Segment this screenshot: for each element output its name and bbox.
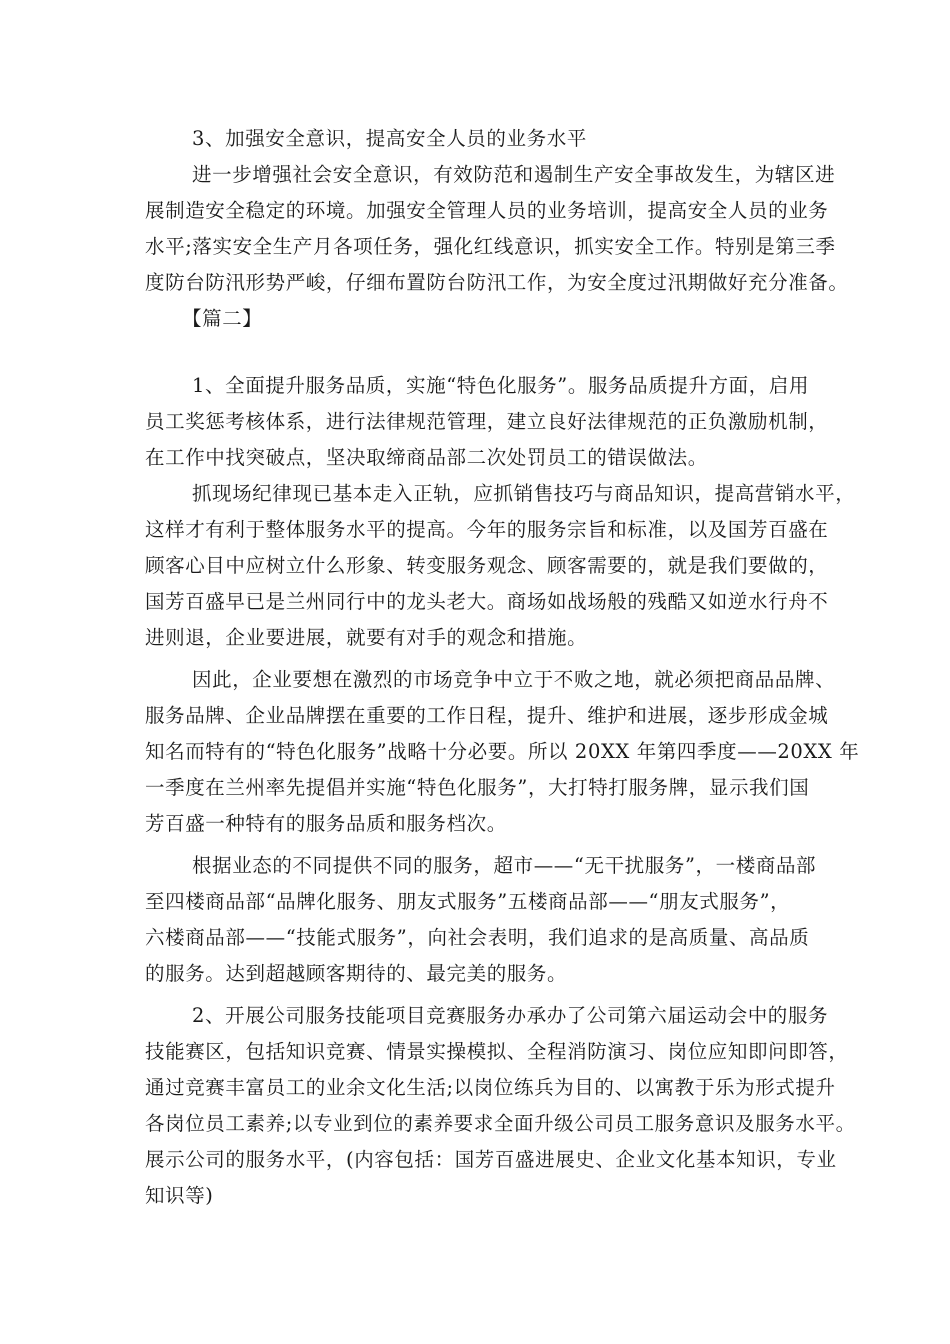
text-line: 在工作中找突破点，坚决取缔商品部二次处罚员工的错误做法。: [145, 446, 708, 469]
text-line: 顾客心目中应树立什么形象、转变服务观念、顾客需要的，就是我们要做的，: [145, 554, 829, 577]
text-line: 度防台防汛形势严峻，仔细布置防台防汛工作，为安全度过汛期做好充分准备。: [145, 271, 849, 294]
text-line: 2、开展公司服务技能项目竞赛服务办承办了公司第六届运动会中的服务: [192, 1004, 829, 1027]
text-line: 知识等): [145, 1184, 214, 1207]
text-line: 水平;落实安全生产月各项任务，强化红线意识，抓实安全工作。特别是第三季: [145, 235, 836, 258]
text-line: 一季度在兰州率先提倡并实施“特色化服务”，大打特打服务牌，显示我们国: [145, 776, 810, 799]
heading-section-3: 3、加强安全意识，提高安全人员的业务水平: [192, 127, 587, 150]
text-line: 抓现场纪律现已基本走入正轨，应抓销售技巧与商品知识，提高营销水平，: [192, 482, 856, 505]
text-line: 国芳百盛早已是兰州同行中的龙头老大。商场如战场般的残酷又如逆水行舟不: [145, 590, 829, 613]
text-line: 进则退，企业要进展，就要有对手的观念和措施。: [145, 626, 588, 649]
text-line: 展示公司的服务水平，(内容包括：国芳百盛进展史、企业文化基本知识，专业: [145, 1148, 837, 1171]
text-line: 技能赛区，包括知识竞赛、情景实操模拟、全程消防演习、岗位应知即问即答，: [145, 1040, 849, 1063]
section-heading-part-two: 【篇二】: [182, 307, 263, 330]
text-line: 六楼商品部——“技能式服务”，向社会表明，我们追求的是高质量、高品质: [145, 926, 810, 949]
text-line: 员工奖惩考核体系，进行法律规范管理，建立良好法律规范的正负激励机制，: [145, 410, 829, 433]
text-line: 通过竞赛丰富员工的业余文化生活;以岗位练兵为目的、以寓教于乐为形式提升: [145, 1076, 836, 1099]
text-line: 这样才有利于整体服务水平的提高。今年的服务宗旨和标准，以及国芳百盛在: [145, 518, 829, 541]
text-line: 1、全面提升服务品质，实施“特色化服务”。服务品质提升方面，启用: [192, 374, 810, 397]
text-line: 芳百盛一种特有的服务品质和服务档次。: [145, 812, 507, 835]
text-line: 因此，企业要想在激烈的市场竞争中立于不败之地，就必须把商品品牌、: [192, 668, 836, 691]
text-line: 服务品牌、企业品牌摆在重要的工作日程，提升、维护和进展，逐步形成金城: [145, 704, 829, 727]
text-line: 各岗位员工素养;以专业到位的素养要求全面升级公司员工服务意识及服务水平。: [145, 1112, 856, 1135]
text-line: 至四楼商品部“品牌化服务、朋友式服务”五楼商品部——“朋友式服务”，: [145, 890, 791, 913]
text-line: 展制造安全稳定的环境。加强安全管理人员的业务培训，提高安全人员的业务: [145, 199, 829, 222]
text-line: 进一步增强社会安全意识，有效防范和遏制生产安全事故发生，为辖区进: [192, 163, 836, 186]
text-line: 知名而特有的“特色化服务”战略十分必要。所以 20XX 年第四季度——20XX 年: [145, 740, 860, 763]
text-line: 的服务。达到超越顾客期待的、最完美的服务。: [145, 962, 568, 985]
text-line: 根据业态的不同提供不同的服务，超市——“无干扰服务”，一楼商品部: [192, 854, 817, 877]
